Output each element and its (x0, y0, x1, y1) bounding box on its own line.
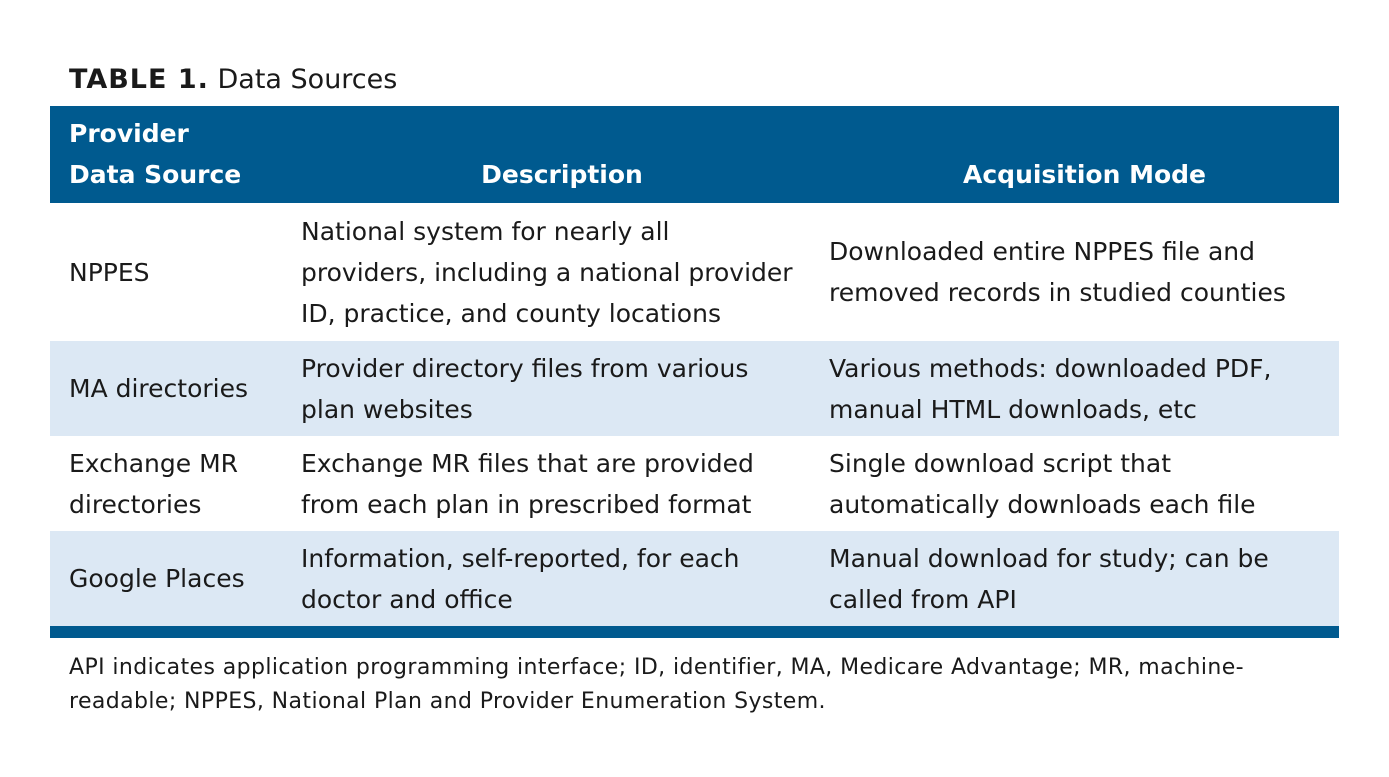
header-provider-data-source: Provider Data Source (69, 119, 242, 189)
table-number: TABLE 1. (69, 64, 209, 95)
table-bottom-rule (50, 626, 1339, 638)
table-header-row (50, 106, 1339, 203)
cell-source: MA directories (69, 374, 249, 403)
header-acquisition-mode: Acquisition Mode (963, 160, 1206, 189)
cell-source: NPPES (69, 257, 150, 287)
cell-acquisition: Various methods: downloaded PDF, manual HTML downloads, etc (829, 353, 1272, 424)
table-row (50, 203, 1339, 341)
cell-description: Provider directory files from various plan websites (301, 353, 749, 424)
cell-acquisition: Downloaded entire NPPES file and removed records in studied counties (829, 237, 1286, 307)
table-title: Data Sources (217, 64, 398, 95)
cell-source: Google Places (69, 564, 245, 593)
cell-description: Information, self-reported, for each doctor and office (301, 543, 740, 614)
table-caption (69, 62, 397, 98)
cell-acquisition: Manual download for study; can be called from API (829, 543, 1269, 614)
header-description: Description (481, 160, 643, 189)
table-row (50, 436, 1339, 531)
cell-description: National system for nearly all providers, including a national provider ID, practice, and county locations (301, 216, 793, 328)
table-footnote: API indicates application programming interface; ID, identifier, MA, Medicare Advantage; MR, machine- readable; NPPES, National Plan and Provider Enumeration System. (69, 655, 1244, 714)
table-row (50, 531, 1339, 626)
cell-description: Exchange MR files that are provided from each plan in prescribed format (301, 448, 754, 519)
table-row (50, 341, 1339, 436)
data-sources-table (50, 106, 1339, 638)
cell-source: Exchange MR directories (69, 448, 239, 519)
cell-acquisition: Single download script that automatically downloads each file (829, 448, 1256, 519)
